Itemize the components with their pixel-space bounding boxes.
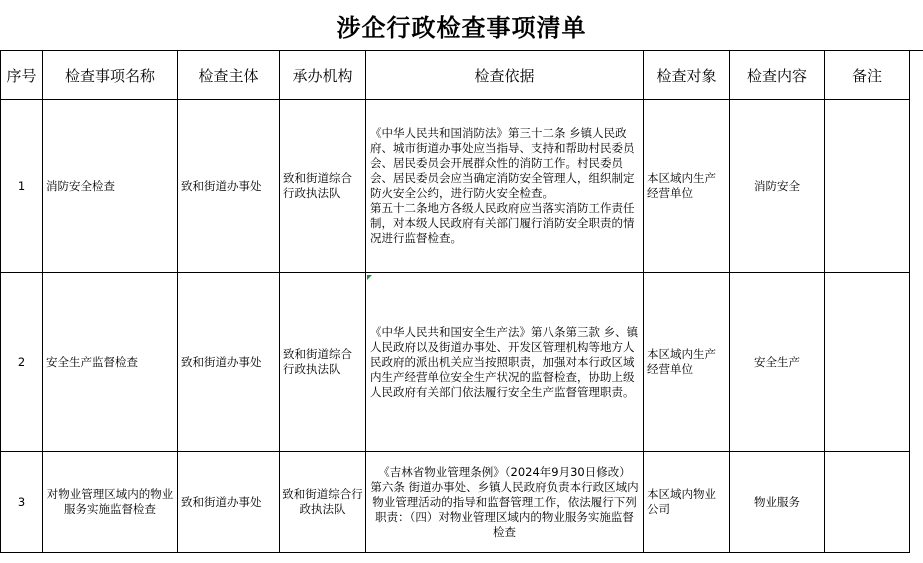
cell-agency: 致和街道综合行政执法队 xyxy=(280,452,366,553)
table-row xyxy=(1,452,910,553)
cell-content: 消防安全 xyxy=(730,100,825,273)
header-agency: 承办机构 xyxy=(280,51,366,100)
cell-remark xyxy=(825,100,910,273)
cell-name: 对物业管理区域内的物业服务实施监督检查 xyxy=(43,452,178,553)
header-basis: 检查依据 xyxy=(366,51,644,100)
sheet-gridline xyxy=(909,50,923,563)
page-title: 涉企行政检查事项清单 xyxy=(336,13,587,42)
cell-target: 本区域内物业公司 xyxy=(644,452,730,553)
inspection-table xyxy=(0,50,910,553)
cell-content: 物业服务 xyxy=(730,452,825,553)
cell-seq: 3 xyxy=(1,452,43,553)
cell-basis: 《中华人民共和国消防法》第三十二条 乡镇人民政府、城市街道办事处应当指导、支持和帮助村民委员会、居民委员会开展群众性的消防工作。村民委员会、居民委员会应当确定消防安全管理人，组织制定防火安全公约，进行防火安全检查。 第五十二条地方各级人民政府应当落实消防工作责任制，对本级人民政府有关部门履行消防安全职责的情况进行监督检查。 xyxy=(366,100,644,273)
cell-content: 安全生产 xyxy=(730,273,825,452)
header-target: 检查对象 xyxy=(644,51,730,100)
cell-name: 消防安全检查 xyxy=(43,100,178,273)
cell-agency: 致和街道综合行政执法队 xyxy=(280,100,366,273)
cell-remark xyxy=(825,452,910,553)
header-row xyxy=(1,51,910,100)
table-row xyxy=(1,273,910,452)
cell-subject: 致和街道办事处 xyxy=(178,452,280,553)
cell-subject: 致和街道办事处 xyxy=(178,273,280,452)
cell-basis: 《中华人民共和国安全生产法》第八条第三款 乡、镇人民政府以及街道办事处、开发区管理机构等地方人民政府的派出机关应当按照职责，加强对本行政区域内生产经营单位安全生产状况的监督检查，协助上级人民政府有关部门依法履行安全生产监督管理职责。 xyxy=(366,273,644,452)
header-content: 检查内容 xyxy=(730,51,825,100)
cell-name: 安全生产监督检查 xyxy=(43,273,178,452)
header-remark: 备注 xyxy=(825,51,910,100)
table-row xyxy=(1,100,910,273)
cell-basis: 《吉林省物业管理条例》（2024年9月30日修改） 第六条 街道办事处、乡镇人民政府负责本行政区域内物业管理活动的指导和监督管理工作，依法履行下列职责：（四）对物业管理区域内的物业服务实施监督检查 xyxy=(366,452,644,553)
cell-target: 本区域内生产经营单位 xyxy=(644,273,730,452)
cell-target: 本区域内生产经营单位 xyxy=(644,100,730,273)
header-seq: 序号 xyxy=(1,51,43,100)
cell-remark xyxy=(825,273,910,452)
cell-comment-marker xyxy=(367,275,372,280)
cell-agency: 致和街道综合行政执法队 xyxy=(280,273,366,452)
cell-seq: 1 xyxy=(1,100,43,273)
header-name: 检查事项名称 xyxy=(43,51,178,100)
header-subject: 检查主体 xyxy=(178,51,280,100)
cell-seq: 2 xyxy=(1,273,43,452)
cell-subject: 致和街道办事处 xyxy=(178,100,280,273)
